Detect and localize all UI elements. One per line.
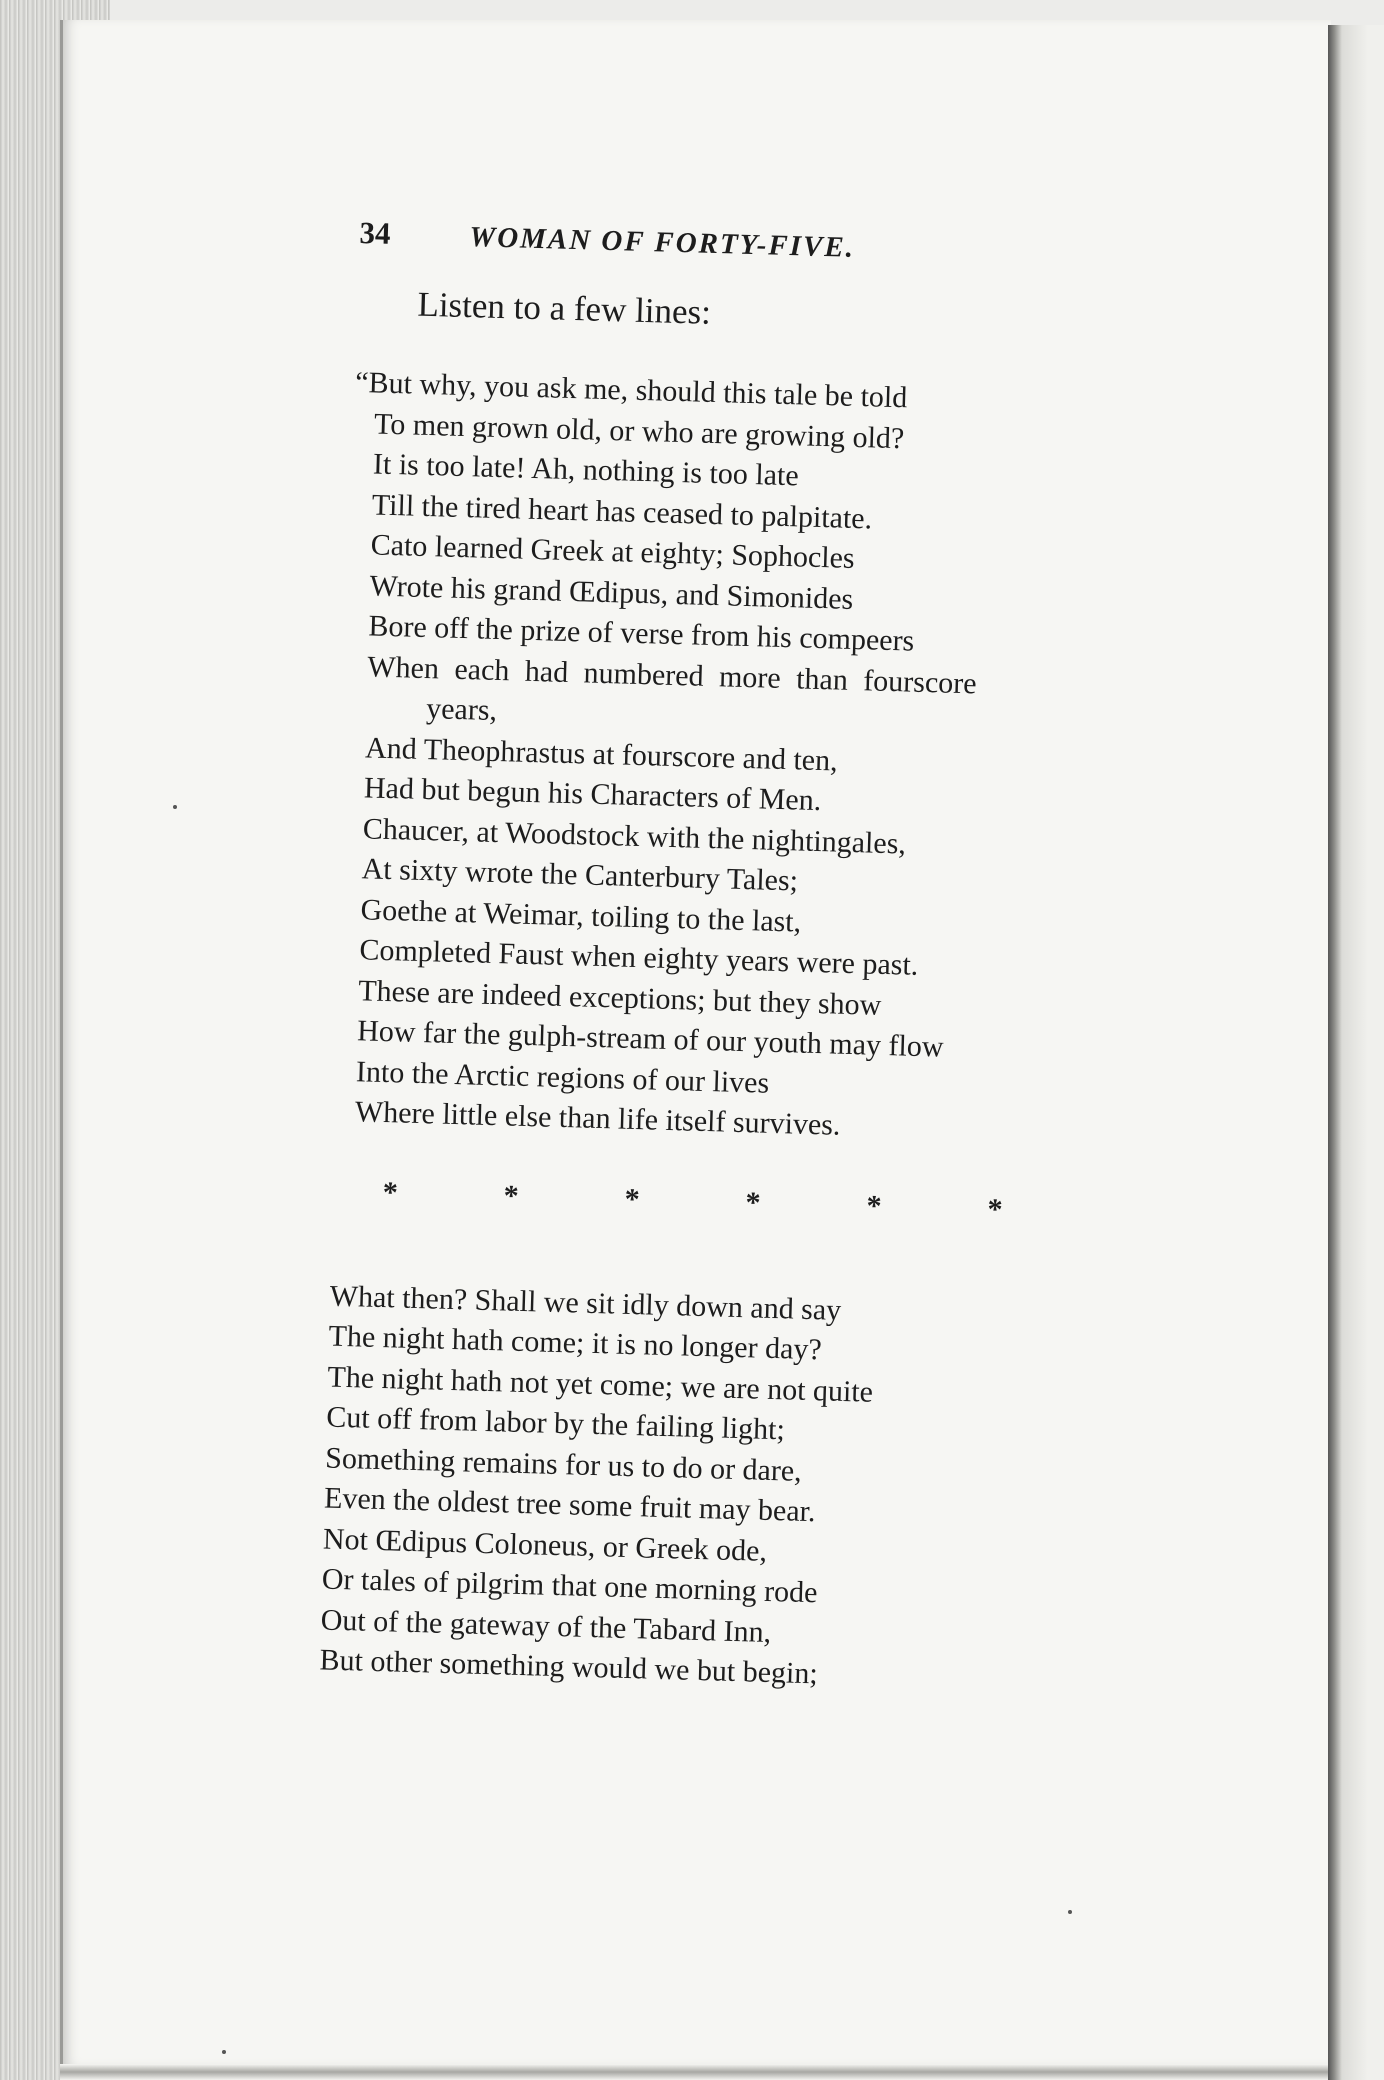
asterisk: *	[987, 1192, 1003, 1226]
poem-line: It is too late! Ah, nothing is too late	[372, 447, 800, 493]
page-bottom-edge	[60, 2064, 1328, 2080]
facing-page-edge	[1328, 25, 1384, 2080]
poem-line: The night hath come; it is no longer day?	[328, 1319, 823, 1367]
poem-line: Wrote his grand Œdipus, and Simonides	[369, 568, 854, 616]
poem-line: Bore off the prize of verse from his compeers	[368, 609, 915, 658]
asterisk: *	[866, 1189, 882, 1223]
poem-line: At sixty wrote the Canterbury Tales;	[361, 852, 799, 898]
poem-line: Completed Faust when eighty years were past.	[359, 933, 919, 982]
poem-line: Goethe at Weimar, toiling to the last,	[360, 892, 802, 939]
asterisk: *	[624, 1182, 641, 1216]
poem-line: Out of the gateway of the Tabard Inn,	[320, 1602, 772, 1649]
poem-line: Into the Arctic regions of our lives	[355, 1054, 770, 1100]
paper-speck	[222, 2050, 226, 2054]
asterisk: *	[382, 1175, 399, 1209]
poem-line: Where little else than life itself survives.	[354, 1095, 841, 1142]
poem-line: Or tales of pilgrim that one morning rode	[321, 1562, 818, 1610]
poem-line: Cato learned Greek at eighty; Sophocles	[370, 528, 856, 575]
paper-speck	[173, 805, 177, 809]
poem-line: “But why, you ask me, should this tale be told	[354, 365, 908, 415]
poem-line: Had but begun his Characters of Men.	[363, 771, 822, 818]
paper-speck	[1068, 1910, 1072, 1914]
poem-line: These are indeed exceptions; but they show	[357, 973, 882, 1022]
poem-line: Not Œdipus Coloneus, or Greek ode,	[322, 1521, 768, 1568]
page-number: 34	[359, 215, 391, 251]
poem-line: Chaucer, at Woodstock with the nightingales,	[362, 811, 907, 860]
poem-line-continuation: years,	[425, 692, 498, 728]
poem-line: Something remains for us to do or dare,	[324, 1441, 803, 1488]
poem-line: How far the gulph-stream of our youth may flow	[356, 1014, 944, 1064]
page-text	[319, 215, 1180, 1704]
asterisk: *	[745, 1185, 762, 1220]
poem-line: Cut off from labor by the failing light;	[325, 1400, 786, 1447]
poem-line: Till the tired heart has ceased to palpitate.	[371, 487, 873, 535]
poem-line: But other something would we but begin;	[319, 1643, 819, 1691]
running-title: WOMAN OF FORTY-FIVE.	[468, 221, 856, 264]
poem-line: When each had numbered more than fourscore	[366, 649, 978, 700]
asterisk: *	[503, 1178, 520, 1213]
poem-line: The night hath not yet come; we are not quite	[327, 1360, 874, 1409]
poem-line: What then? Shall we sit idly down and say	[329, 1279, 842, 1327]
poem-stanza-2	[319, 1276, 1150, 1704]
poem-line: And Theophrastus at fourscore and ten,	[364, 730, 839, 778]
intro-line: Listen to a few lines:	[416, 284, 712, 332]
poem-stanza-1	[354, 364, 1175, 1156]
poem-line: To men grown old, or who are growing old?	[373, 406, 905, 455]
poem-line: Even the oldest tree some fruit may bear.	[323, 1481, 816, 1529]
section-separator	[381, 1176, 1002, 1255]
